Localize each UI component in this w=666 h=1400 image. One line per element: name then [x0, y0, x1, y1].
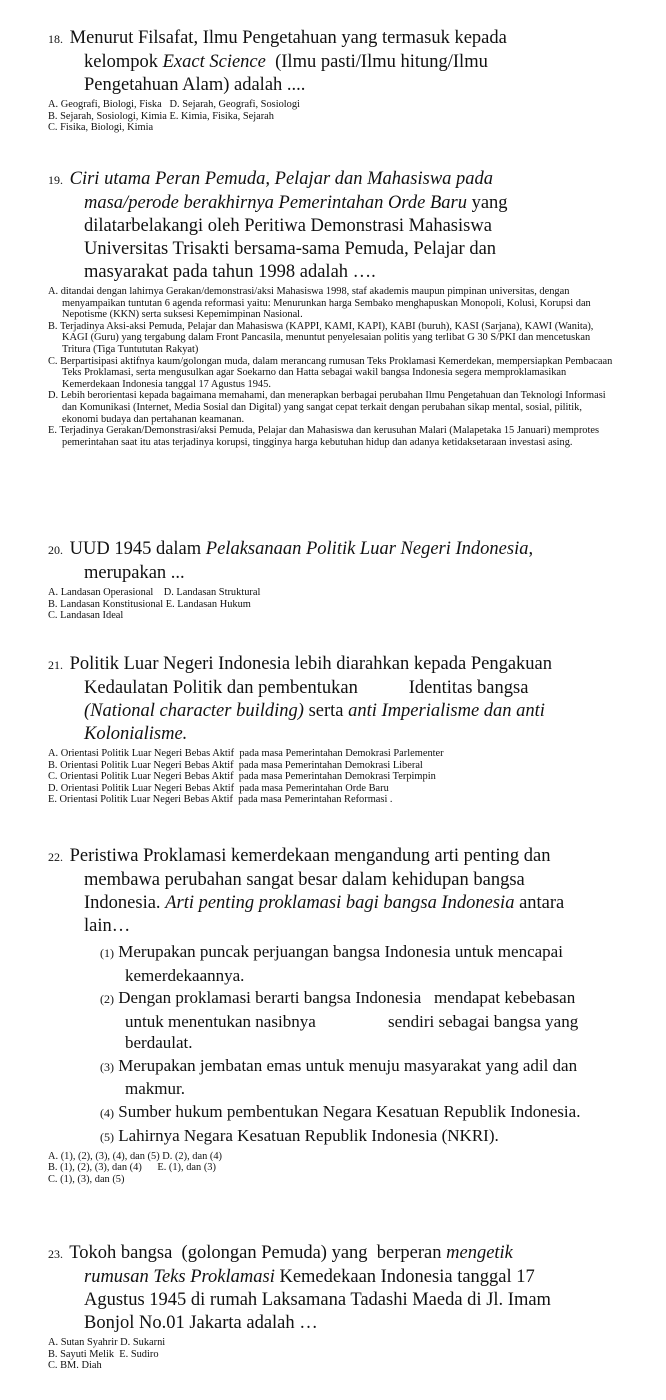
question-19-options: [48, 286, 618, 448]
question-19-stem: 19. Ciri utama Peran Pemuda, Pelajar dan Mahasiswa pada masa/perode berakhirnya Pemerintahan Orde Baru yang dilatarbelakangi oleh Peritiwa Demonstrasi Mahasiswa Universitas Trisakti bersama-sama Pemuda, Pelajar dan masyarakat pada tahun 1998 adalah ….: [48, 169, 508, 282]
question-number: 21.: [48, 658, 63, 672]
option-a: A. Landasan Operasional D. Landasan Struktural: [48, 587, 261, 598]
question-23: [48, 1242, 618, 1372]
option-a: A. Sutan Syahrir D. Sukarni: [48, 1337, 166, 1348]
question-21-options: [48, 748, 618, 806]
question-number: 20.: [48, 543, 63, 557]
question-number: 19.: [48, 173, 63, 187]
statement-3: (3) Merupakan jembatan emas untuk menuju masyarakat yang adil dan makmur.: [100, 1055, 578, 1098]
option-b: B. Sejarah, Sosiologi, Kimia E. Kimia, Fisika, Sejarah: [48, 110, 274, 122]
question-20-options: [48, 587, 618, 622]
question-21: [48, 653, 618, 806]
question-18-stem: 18. Menurut Filsafat, Ilmu Pengetahuan yang termasuk kepada kelompok Exact Science (Ilmu pasti/Ilmu hitung/Ilmu Pengetahuan Alam) adalah ....: [48, 28, 507, 95]
option-d: D. Orientasi Politik Luar Negeri Bebas Aktif pada masa Pemerintahan Orde Baru: [48, 782, 389, 794]
question-20-stem: 20. UUD 1945 dalam Pelaksanaan Politik Luar Negeri Indonesia, merupakan ...: [48, 539, 534, 583]
question-number: 23.: [48, 1247, 63, 1261]
question-23-stem: 23. Tokoh bangsa (golongan Pemuda) yang berperan mengetik rumusan Teks Proklamasi Kemedekaan Indonesia tanggal 17 Agustus 1945 di rumah Laksamana Tadashi Maeda di Jl. Imam Bonjol No.01 Jakarta adalah …: [48, 1243, 551, 1333]
question-22-options: [48, 1151, 618, 1186]
option-c: C. BM. Diah: [48, 1360, 102, 1372]
option-d: D. Lebih berorientasi kepada bagaimana memahami, dan menerapkan berbagai perubahan Ilmu Pengetahuan dan Teknologi Informasi dan Komunikasi (Internet, Media Sosial dan Digital) yang sangat cepat terkait dengan perubahan sikap mental, sosial, pilitik, ekonomi budaya dan pertahanan keamanan.: [48, 390, 606, 425]
question-number: 22.: [48, 850, 63, 864]
question-19: [48, 168, 618, 448]
option-b: B. Sayuti Melik E. Sudiro: [48, 1348, 159, 1360]
option-e: E. Terjadinya Gerakan/Demonstrasi/aksi Pemuda, Pelajar dan Mahasiswa dan kerusuhan Malari (Malapetaka 15 Januari) memprotes pemerintahan saat itu atas terjadinya korupsi, tingginya harga kebutuhan hidup dan adanya ketidaksetaraan investasi asing.: [48, 425, 600, 448]
option-a: A. ditandai dengan lahirnya Gerakan/demonstrasi/aksi Mahasiswa 1998, staf akademis maupun pimpinan universitas, dengan menyampaikan tuntutan 6 agenda reformasi yaitu: Menurunkan harga Sembako menghapuskan Monopoli, Kolusi, Korupsi dan Nepotisme (KKN) serta suksesi Kepemimpinan Nasional.: [48, 286, 591, 321]
option-c: C. Fisika, Biologi, Kimia: [48, 122, 154, 134]
statement-2: (2) Dengan proklamasi berarti bangsa Indonesia mendapat kebebasan untuk menentukan nasibnya sendiri sebagai bangsa yang berdaulat.: [100, 988, 583, 1052]
option-c: C. Berpartisipasi aktifnya kaum/golongan muda, dalam merancang rumusan Teks Proklamasi Kemerdekan, mempersiapkan Pembacaan Teks Proklamasi, serta mengusulkan agar Soekarno dan Hatta sebagai wakil bangsa Indonesia segera memproklamasikan Kemerdekaan Indonesia tanggal 17 Agustus 1945.: [48, 355, 613, 390]
option-b: B. Orientasi Politik Luar Negeri Bebas Aktif pada masa Pemerintahan Demokrasi Liberal: [48, 759, 423, 771]
statement-5: (5) Lahirnya Negara Kesatuan Republik Indonesia (NKRI).: [100, 1126, 499, 1145]
question-18-options: [48, 99, 618, 134]
question-22-stem: 22. Peristiwa Proklamasi kemerdekaan mengandung arti penting dan membawa perubahan sangat besar dalam kehidupan bangsa Indonesia. Arti penting proklamasi bagi bangsa Indonesia antara lain…: [48, 846, 565, 936]
question-21-stem: 21. Politik Luar Negeri Indonesia lebih diarahkan kepada Pengakuan Kedaulatan Politik dan pembentukan Identitas bangsa (National character building) serta anti Imperialisme dan anti Kolonialisme.: [48, 654, 553, 744]
option-c: C. Landasan Ideal: [48, 610, 124, 622]
option-e: E. Orientasi Politik Luar Negeri Bebas Aktif pada masa Pemerintahan Reformasi .: [48, 794, 393, 806]
option-a: A. Orientasi Politik Luar Negeri Bebas Aktif pada masa Pemerintahan Demokrasi Parlementer: [48, 748, 444, 759]
option-a: A. (1), (2), (3), (4), dan (5) D. (2), dan (4): [48, 1150, 222, 1162]
question-20: [48, 538, 618, 622]
option-a: A. Geografi, Biologi, Fiska D. Sejarah, Geografi, Sosiologi: [48, 99, 300, 110]
question-23-options: [48, 1337, 618, 1372]
option-c: C. (1), (3), dan (5): [48, 1173, 125, 1185]
option-b: B. Terjadinya Aksi-aksi Pemuda, Pelajar dan Mahasiswa (KAPPI, KAMI, KAPI), KABI (buruh), KASI (Sarjana), KAWI (Wanita), KAGI (Guru) yang tergabung dalam Front Pancasila, menuntut penyelesaian politis yang terlibat G 30 S/PKI dan mencetuskan Tritura (Tiga Tuntututan Rakyat): [48, 320, 594, 355]
option-b: B. (1), (2), (3), dan (4) E. (1), dan (3): [48, 1162, 216, 1174]
option-c: C. Orientasi Politik Luar Negeri Bebas Aktif pada masa Pemerintahan Demokrasi Terpimpin: [48, 771, 436, 783]
question-22-statements: [48, 941, 618, 1149]
statement-1: (1) Merupakan puncak perjuangan bangsa Indonesia untuk mencapai kemerdekaannya.: [100, 942, 563, 985]
question-22: [48, 845, 618, 1185]
question-number: 18.: [48, 32, 63, 46]
option-b: B. Landasan Konstitusional E. Landasan Hukum: [48, 598, 251, 610]
question-18: [48, 27, 618, 134]
statement-4: (4) Sumber hukum pembentukan Negara Kesatuan Republik Indonesia.: [100, 1101, 581, 1121]
